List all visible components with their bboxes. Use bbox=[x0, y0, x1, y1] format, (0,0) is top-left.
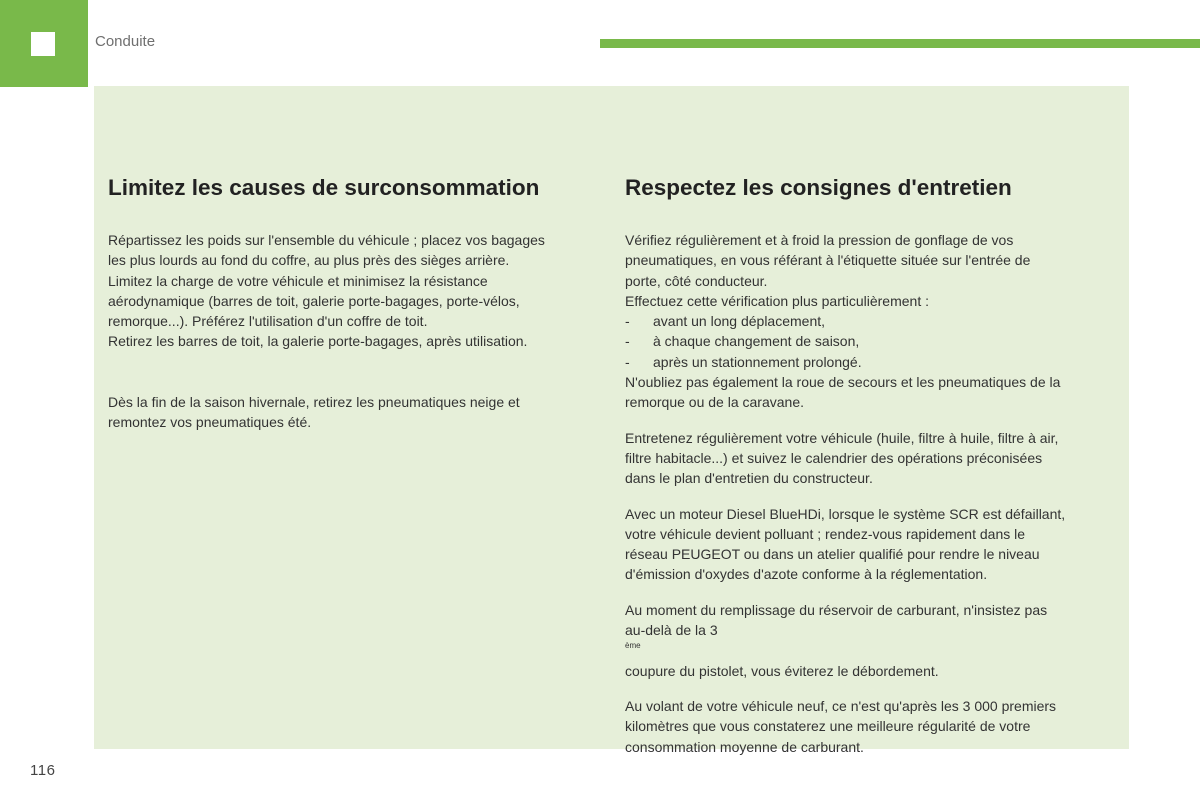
text-line: porte, côté conducteur. bbox=[625, 272, 768, 289]
text-line: les plus lourds au fond du coffre, au plus près des sièges arrière. bbox=[108, 252, 510, 269]
text-line: remontez vos pneumatiques été. bbox=[108, 414, 312, 431]
text-line: Dès la fin de la saison hivernale, retirez les pneumatiques neige et bbox=[108, 393, 520, 410]
page-number: 116 bbox=[30, 762, 56, 779]
right-paragraph-4 bbox=[625, 600, 1120, 681]
text-line: pneumatiques, en vous référant à l'étiquette située sur l'entrée de bbox=[625, 252, 1031, 269]
text-line: Entretenez régulièrement votre véhicule (huile, filtre à huile, filtre à air, bbox=[625, 429, 1059, 446]
content-panel bbox=[94, 86, 1129, 755]
left-body bbox=[108, 230, 598, 432]
left-paragraph-2 bbox=[108, 392, 598, 433]
text-fragment: au-delà de la 3 bbox=[625, 622, 718, 639]
text-line: remorque ou de la caravane. bbox=[625, 394, 804, 411]
dash-bullet: - bbox=[625, 353, 630, 370]
right-paragraph-1-end bbox=[625, 372, 1120, 413]
text-line: votre véhicule devient polluant ; rendez-vous rapidement dans le bbox=[625, 525, 1026, 542]
text-line: consommation moyenne de carburant. bbox=[625, 738, 864, 755]
list-item-text: après un stationnement prolongé. bbox=[653, 353, 862, 370]
text-line: d'émission d'oxydes d'azote conforme à la réglementation. bbox=[625, 566, 988, 583]
ordinal-superscript: ème bbox=[625, 641, 641, 651]
dash-bullet: - bbox=[625, 333, 630, 350]
left-title: Limitez les causes de surconsommation bbox=[108, 175, 540, 200]
text-line: Effectuez cette vérification plus particulièrement : bbox=[625, 292, 930, 309]
right-paragraph-5 bbox=[625, 696, 1120, 757]
text-line: Au moment du remplissage du réservoir de carburant, n'insistez pas bbox=[625, 601, 1048, 618]
text-line: dans le plan d'entretien du constructeur. bbox=[625, 470, 873, 487]
list-item bbox=[625, 331, 1120, 351]
text-line: Vérifiez régulièrement et à froid la pression de gonflage de vos bbox=[625, 232, 1014, 248]
section-label: Conduite bbox=[95, 33, 156, 50]
right-title: Respectez les consignes d'entretien bbox=[625, 175, 1012, 200]
list-item-text: avant un long déplacement, bbox=[653, 313, 826, 330]
text-line: filtre habitacle...) et suivez le calendrier des opérations préconisées bbox=[625, 449, 1043, 466]
chapter-tab bbox=[0, 0, 88, 87]
text-line: Limitez la charge de votre véhicule et minimisez la résistance bbox=[108, 272, 488, 289]
text-line: Au volant de votre véhicule neuf, ce n'est qu'après les 3 000 premiers bbox=[625, 697, 1057, 714]
text-line: N'oubliez pas également la roue de secours et les pneumatiques de la bbox=[625, 374, 1061, 391]
text-line: kilomètres que vous constaterez une meilleure régularité de votre bbox=[625, 718, 1031, 735]
right-paragraph-1 bbox=[625, 230, 1120, 311]
text-line bbox=[625, 620, 1120, 681]
text-line: Retirez les barres de toit, la galerie porte-bagages, après utilisation. bbox=[108, 333, 528, 350]
text-line: Avec un moteur Diesel BlueHDi, lorsque le système SCR est défaillant, bbox=[625, 505, 1066, 522]
list-item bbox=[625, 352, 1120, 372]
text-line: aérodynamique (barres de toit, galerie porte-bagages, porte-vélos, bbox=[108, 292, 520, 309]
right-body bbox=[625, 230, 1120, 757]
text-line: réseau PEUGEOT ou dans un atelier qualifié pour rendre le niveau bbox=[625, 546, 1040, 563]
header-rule bbox=[600, 39, 1200, 48]
text-line: remorque...). Préférez l'utilisation d'un coffre de toit. bbox=[108, 313, 428, 330]
right-paragraph-3 bbox=[625, 504, 1120, 585]
text-fragment: coupure du pistolet, vous éviterez le débordement. bbox=[625, 662, 939, 679]
chapter-square-icon bbox=[31, 32, 55, 56]
left-paragraph-1 bbox=[108, 230, 598, 352]
dash-bullet: - bbox=[625, 313, 630, 330]
right-paragraph-2 bbox=[625, 428, 1120, 489]
list-item bbox=[625, 311, 1120, 331]
list-item-text: à chaque changement de saison, bbox=[653, 333, 860, 350]
text-line: Répartissez les poids sur l'ensemble du véhicule ; placez vos bagages bbox=[108, 232, 545, 248]
